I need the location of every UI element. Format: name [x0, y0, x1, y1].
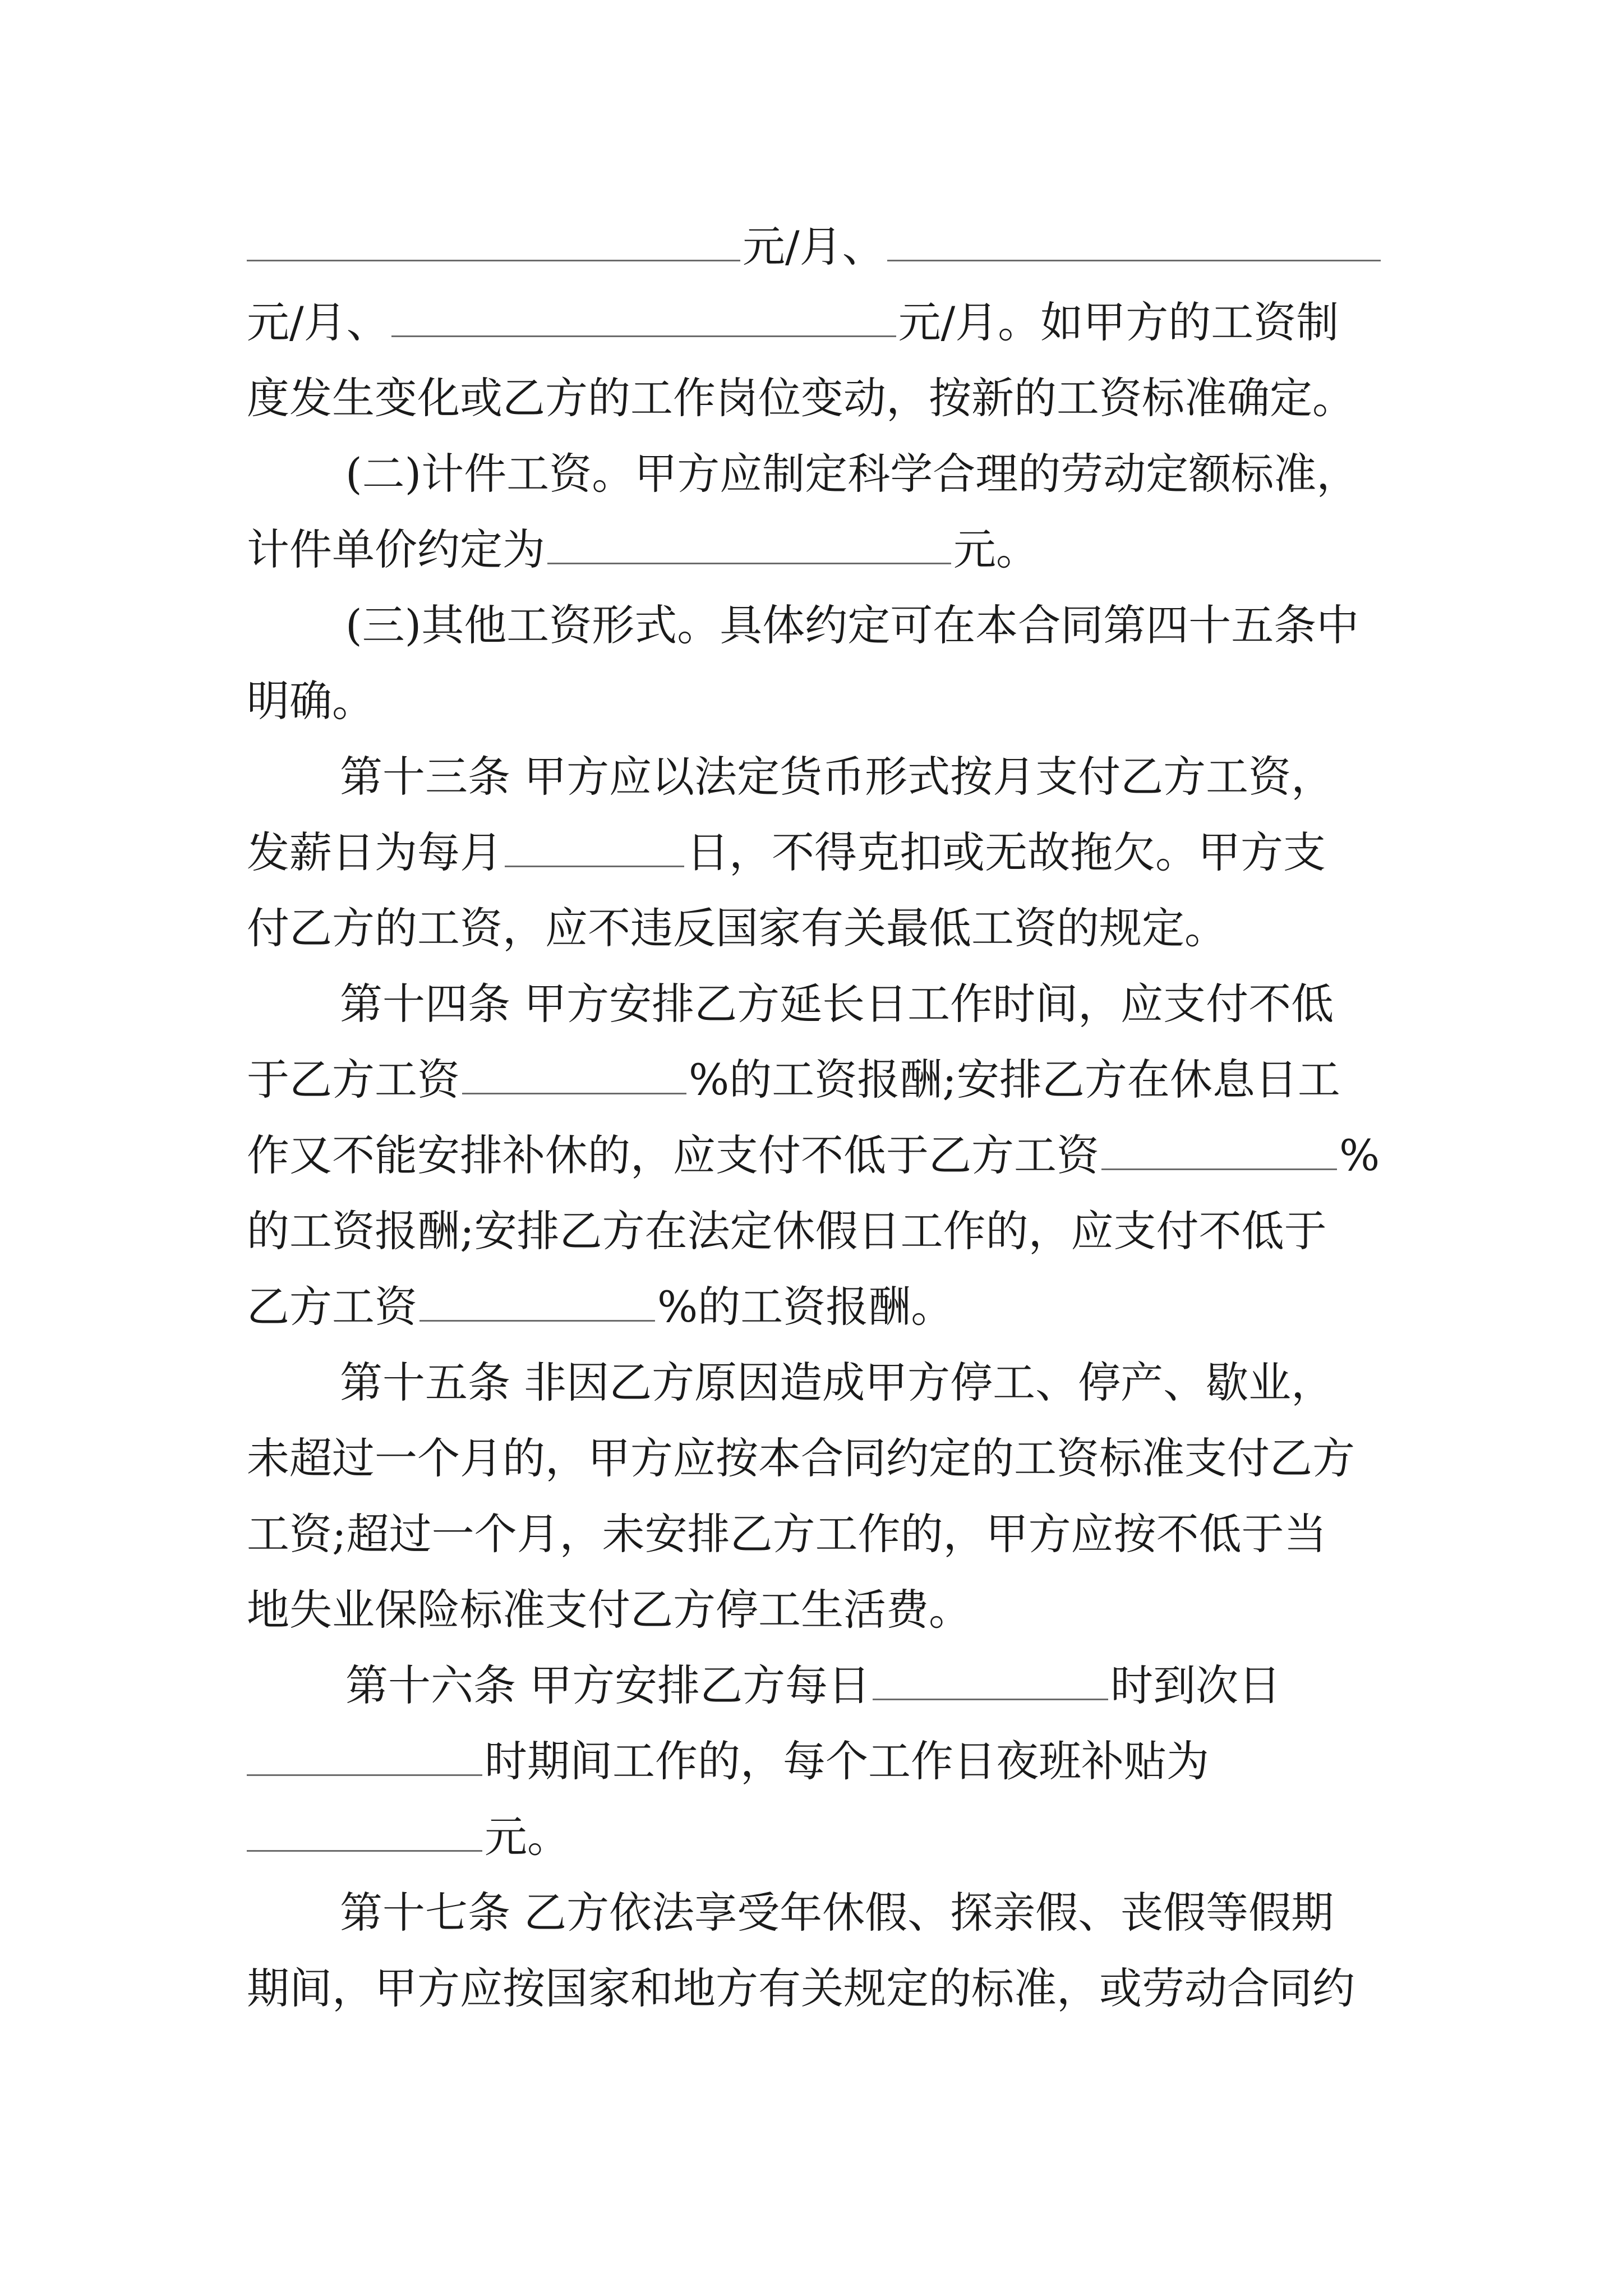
- text-segment: %的工资报酬;安排乙方在休息日工: [689, 1055, 1340, 1105]
- text-segment: 工资;超过一个月，未安排乙方工作的，甲方应按不低于当: [247, 1509, 1327, 1559]
- text-segment: 元。: [953, 524, 1039, 574]
- text-segment: 元/月、: [247, 297, 389, 347]
- fill-blank: [419, 1280, 655, 1322]
- text-line-11: [340, 965, 1385, 1043]
- fill-blank: [247, 1734, 482, 1776]
- text-line-12: [247, 1041, 1385, 1119]
- text-segment: 第十七条 乙方依法享受年休假、探亲假、丧假等假期: [340, 1888, 1334, 1938]
- text-segment: 时到次日: [1110, 1660, 1281, 1710]
- text-segment: 元/月、: [743, 222, 885, 272]
- text-line-8: [340, 738, 1385, 816]
- text-segment: 的工资报酬;安排乙方在法定休假日工作的，应支付不低于: [247, 1206, 1327, 1256]
- text-segment: 计件单价约定为: [247, 524, 545, 574]
- text-line-17: [247, 1419, 1385, 1498]
- text-line-1: [247, 208, 1385, 286]
- fill-blank: [547, 522, 951, 564]
- text-segment: 第十五条 非因乙方原因造成甲方停工、停产、歇业，: [340, 1358, 1334, 1407]
- fill-blank: [391, 295, 896, 337]
- text-line-15: [247, 1268, 1385, 1346]
- text-segment: 期间，甲方应按国家和地方有关规定的标准，或劳动合同约: [247, 1963, 1355, 2013]
- text-line-19: [247, 1571, 1385, 1649]
- text-line-5: [247, 510, 1385, 589]
- text-segment: %: [1339, 1130, 1380, 1180]
- text-line-2: [247, 283, 1385, 362]
- fill-blank: [247, 219, 740, 261]
- text-line-20: [345, 1646, 1385, 1725]
- text-line-22: [247, 1798, 1385, 1876]
- text-segment: (二)计件工资。甲方应制定科学合理的劳动定额标准，: [345, 449, 1359, 499]
- text-segment: 元/月。如甲方的工资制: [898, 297, 1339, 347]
- fill-blank: [1101, 1128, 1337, 1170]
- text-line-24: [247, 1949, 1385, 2028]
- text-segment: (三)其他工资形式。具体约定可在本合同第四十五条中: [345, 600, 1359, 650]
- text-line-9: [247, 813, 1385, 892]
- fill-blank: [505, 825, 684, 867]
- text-segment: 时期间工作的，每个工作日夜班补贴为: [485, 1736, 1209, 1786]
- text-segment: 第十六条 甲方安排乙方每日: [345, 1660, 871, 1710]
- text-line-4: [345, 435, 1385, 513]
- text-segment: %的工资报酬。: [657, 1282, 954, 1332]
- text-segment: 于乙方工资: [247, 1055, 460, 1105]
- text-line-6: [345, 586, 1385, 665]
- text-segment: 未超过一个月的，甲方应按本合同约定的工资标准支付乙方: [247, 1433, 1355, 1483]
- fill-blank: [887, 219, 1381, 261]
- text-segment: 第十三条 甲方应以法定货币形式按月支付乙方工资，: [340, 752, 1334, 802]
- text-segment: 度发生变化或乙方的工作岗位变动，按新的工资标准确定。: [247, 373, 1355, 423]
- text-line-21: [247, 1722, 1385, 1801]
- text-segment: 乙方工资: [247, 1282, 417, 1332]
- text-segment: 地失业保险标准支付乙方停工生活费。: [247, 1585, 971, 1635]
- text-segment: 付乙方的工资，应不违反国家有关最低工资的规定。: [247, 903, 1227, 953]
- text-line-13: [247, 1116, 1385, 1195]
- fill-blank: [247, 1810, 482, 1852]
- text-line-10: [247, 889, 1385, 968]
- text-segment: 发薪日为每月: [247, 827, 502, 877]
- text-line-14: [247, 1192, 1385, 1271]
- text-segment: 作又不能安排补休的，应支付不低于乙方工资: [247, 1130, 1099, 1180]
- fill-blank: [873, 1658, 1108, 1700]
- text-line-3: [247, 359, 1385, 438]
- text-line-18: [247, 1495, 1385, 1573]
- text-line-7: [247, 662, 1385, 740]
- text-segment: 元。: [485, 1812, 570, 1862]
- text-segment: 明确。: [247, 676, 375, 726]
- text-line-16: [340, 1343, 1385, 1422]
- fill-blank: [462, 1052, 686, 1094]
- text-segment: 日，不得克扣或无故拖欠。甲方支: [686, 827, 1326, 877]
- text-segment: 第十四条 甲方安排乙方延长日工作时间，应支付不低: [340, 979, 1334, 1029]
- text-line-23: [340, 1874, 1385, 1952]
